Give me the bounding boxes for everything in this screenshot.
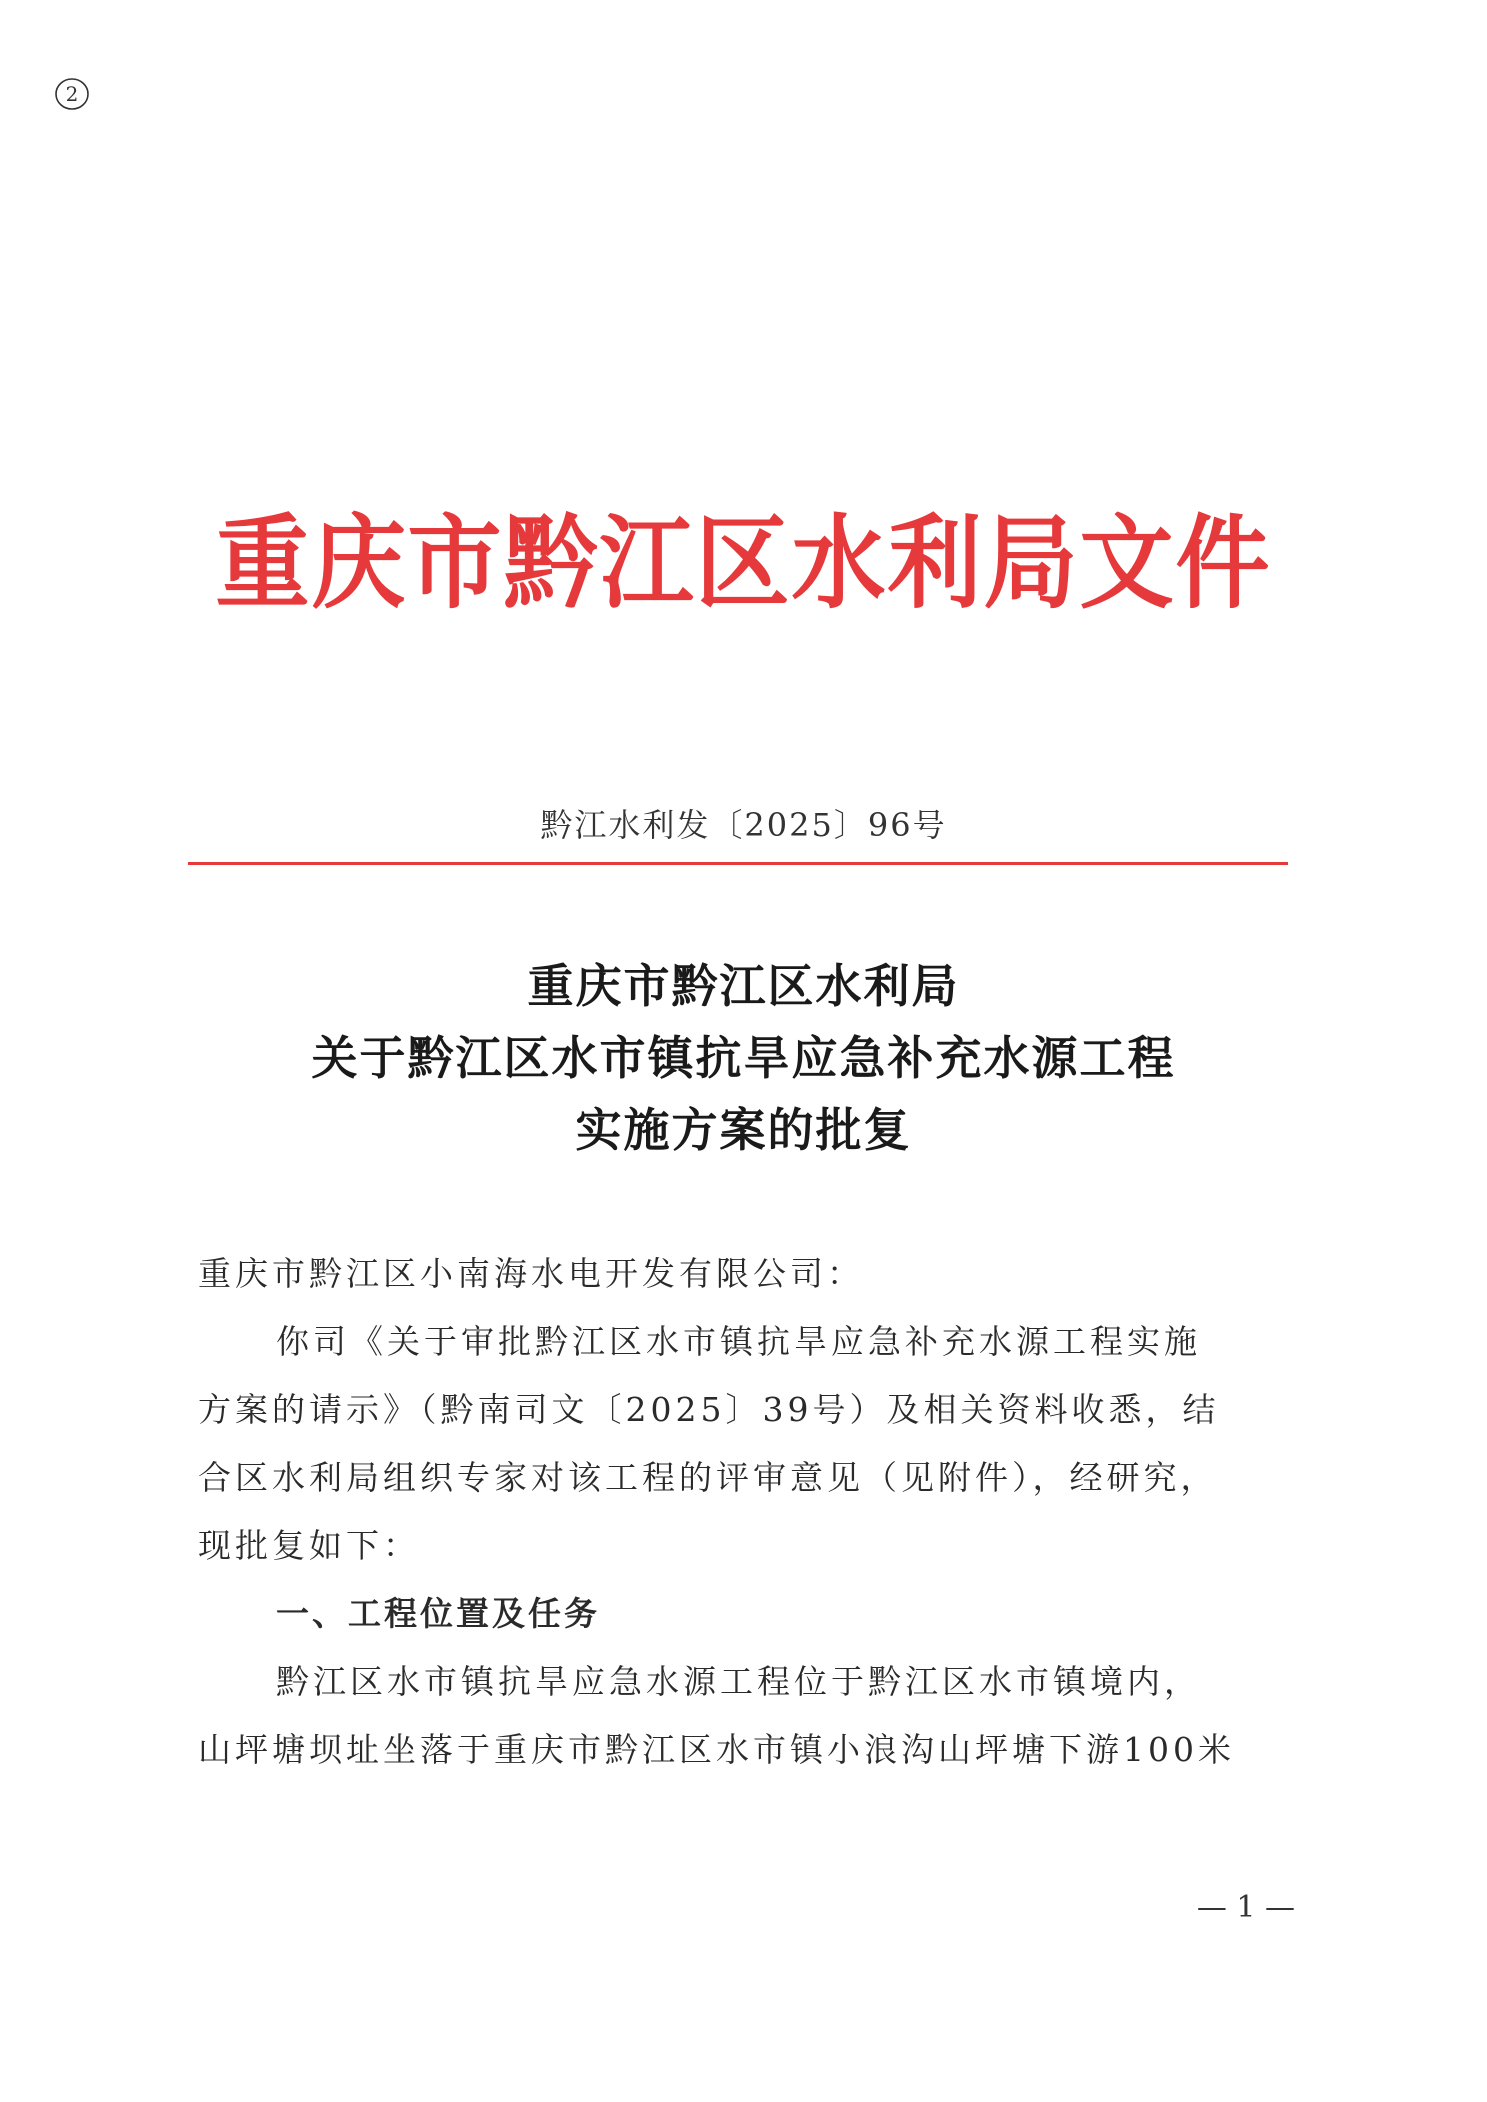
paragraph-1-line-3: 合区水利局组织专家对该工程的评审意见（见附件），经研究， (198, 1458, 1218, 1497)
document-title (0, 950, 1487, 1166)
title-line-2: 关于黔江区水市镇抗旱应急补充水源工程 (311, 1031, 1176, 1085)
page-number: — 1 — (1196, 1890, 1295, 1925)
title-line-3: 实施方案的批复 (575, 1103, 912, 1157)
addressee: 重庆市黔江区小南海水电开发有限公司： (198, 1254, 864, 1293)
document-number: 黔江水利发〔2025〕96号 (540, 806, 947, 844)
red-divider-line (188, 862, 1288, 865)
paragraph-2-line-1: 黔江区水市镇抗旱应急水源工程位于黔江区水市镇境内， (276, 1662, 1201, 1701)
paragraph-2-line-2: 山坪塘坝址坐落于重庆市黔江区水市镇小浪沟山坪塘下游100米 (198, 1730, 1235, 1769)
paragraph-1-line-4: 现批复如下： (198, 1526, 420, 1565)
handwritten-mark-text: 2 (65, 82, 79, 106)
handwritten-circled-mark (52, 74, 92, 114)
paragraph-1-line-1: 你司《关于审批黔江区水市镇抗旱应急补充水源工程实施 (276, 1322, 1201, 1361)
paragraph-1-line-2: 方案的请示》（黔南司文〔2025〕39号）及相关资料收悉，结 (198, 1390, 1220, 1429)
section-1-heading: 一、工程位置及任务 (276, 1594, 600, 1633)
title-line-1: 重庆市黔江区水利局 (527, 959, 960, 1013)
document-masthead: 重庆市黔江区水利局文件 (215, 505, 1272, 624)
document-body (198, 1240, 1290, 1784)
